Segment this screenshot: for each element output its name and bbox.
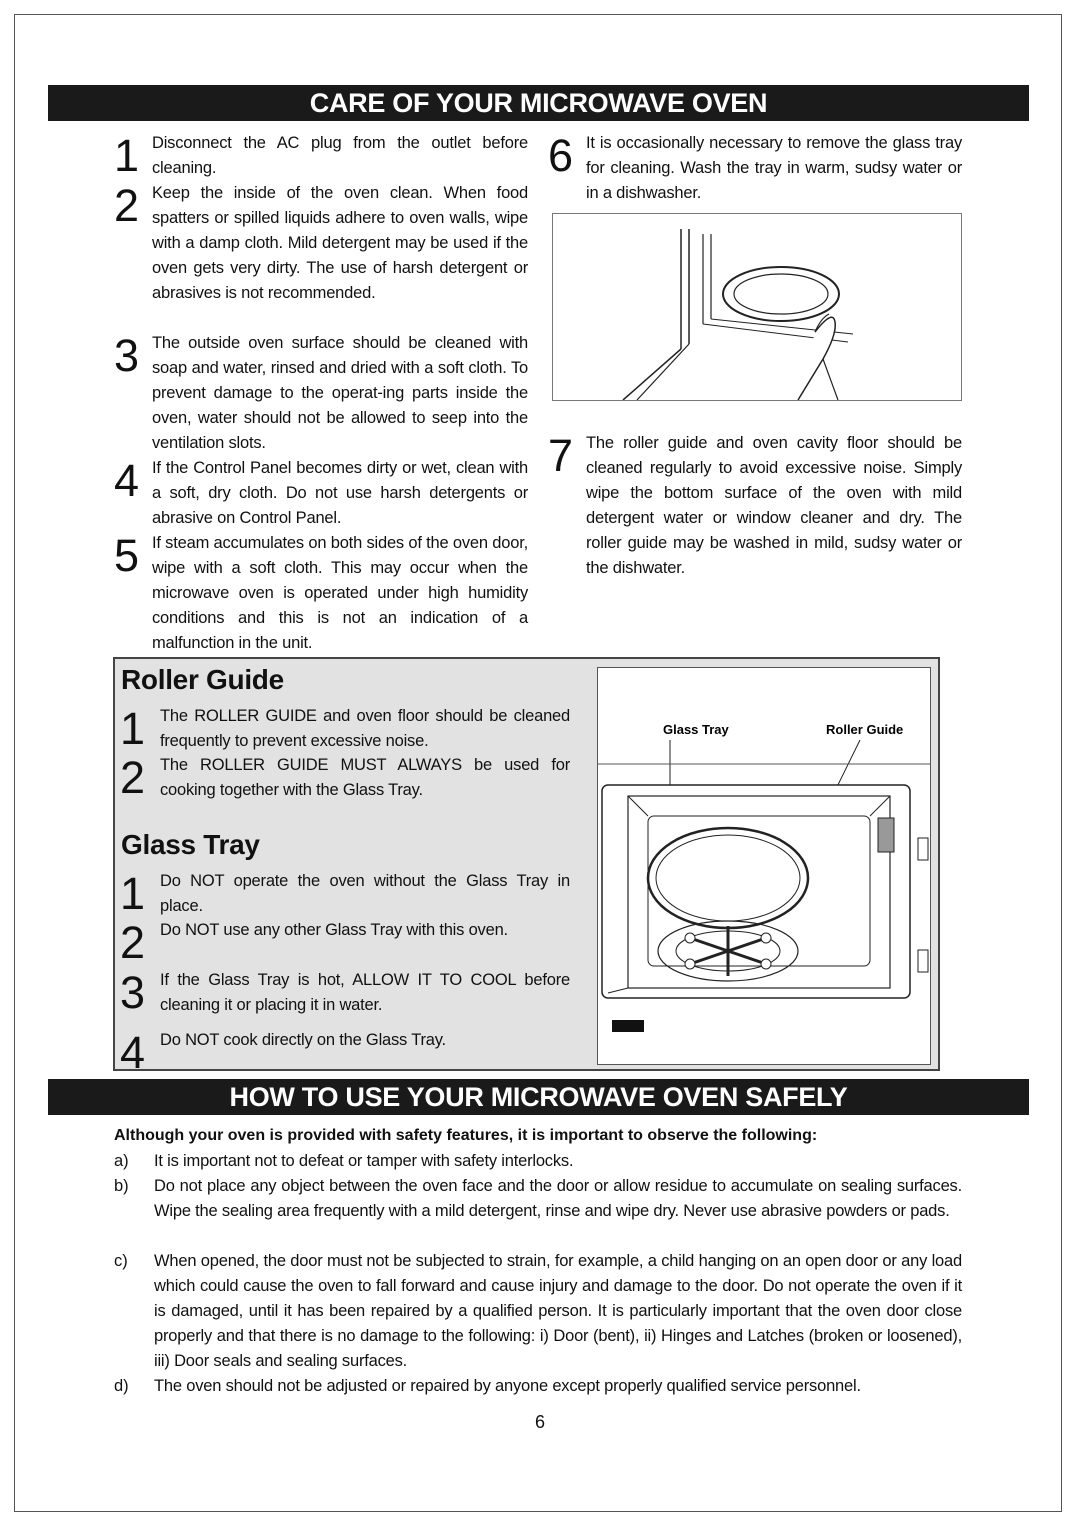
safety-item-c bbox=[114, 1249, 962, 1374]
care-item-4 bbox=[114, 456, 528, 531]
care-item-text: It is occasionally necessary to remove the glass tray for cleaning. Wash the tray in warm, sudsy water or in a dishwasher. bbox=[586, 134, 962, 202]
roller-guide-item-2 bbox=[120, 753, 570, 803]
glass-item-number: 2 bbox=[120, 917, 146, 968]
oven-interior-diagram bbox=[597, 667, 931, 1065]
roller-guide-item-1 bbox=[120, 704, 570, 754]
glass-item-text: Do NOT cook directly on the Glass Tray. bbox=[160, 1031, 446, 1049]
roller-item-text: The ROLLER GUIDE MUST ALWAYS be used for cooking together with the Glass Tray. bbox=[160, 756, 570, 799]
care-item-5 bbox=[114, 531, 528, 656]
roller-item-text: The ROLLER GUIDE and oven floor should be cleaned frequently to prevent excessive noise. bbox=[160, 707, 570, 750]
safety-item-a bbox=[114, 1149, 962, 1174]
safety-item-text: When opened, the door must not be subjected to strain, for example, a child hanging on an open door or any load which could cause the oven to fall forward and cause injury and damage to the door. Do not operate the oven if it is damaged, until it has been repaired by a qualified person. It is particularly important that the oven door close properly and that there is no damage to the following: i) Door (bent), ii) Hinges and Latches (broken or loosened), iii) Door seals and sealing surfaces. bbox=[154, 1252, 962, 1370]
safety-item-label: c) bbox=[114, 1252, 128, 1270]
care-item-text: The outside oven surface should be cleaned with soap and water, rinsed and dried with a soft cloth. To prevent damage to the operat-ing parts inside the oven, water should not be allowed to seep into the ventilation slots. bbox=[152, 334, 528, 452]
care-item-3 bbox=[114, 331, 528, 456]
care-item-text: The roller guide and oven cavity floor should be cleaned regularly to avoid excessive noise. Simply wipe the bottom surface of the oven with mild detergent water or window cleaner and dry. The roller guide may be washed in mild, sudsy water or the dishwater. bbox=[586, 434, 962, 577]
tray-removal-drawing bbox=[553, 214, 961, 400]
glass-item-text: Do NOT use any other Glass Tray with this oven. bbox=[160, 921, 508, 939]
care-item-number: 6 bbox=[548, 130, 574, 181]
care-item-number: 1 bbox=[114, 130, 140, 181]
safety-item-label: a) bbox=[114, 1152, 129, 1170]
care-item-number: 2 bbox=[114, 180, 140, 231]
safety-item-d bbox=[114, 1374, 962, 1399]
safety-item-text: The oven should not be adjusted or repaired by anyone except properly qualified service personnel. bbox=[154, 1377, 861, 1395]
glass-tray-item-2 bbox=[120, 917, 570, 968]
safety-item-text: Do not place any object between the oven face and the door or allow residue to accumulate on sealing surfaces. Wipe the sealing area frequently with a mild detergent, rinse and wipe dry. Never use abrasive powders or pads. bbox=[154, 1177, 962, 1220]
care-item-text: Keep the inside of the oven clean. When food spatters or spilled liquids adhere to oven walls, wipe with a damp cloth. Mild detergent may be used if the oven gets very dirty. The use of harsh detergent or abrasives is not recommended. bbox=[152, 184, 528, 302]
safety-item-b bbox=[114, 1174, 962, 1224]
care-item-6 bbox=[548, 131, 962, 206]
safety-title-banner: HOW TO USE YOUR MICROWAVE OVEN SAFELY bbox=[48, 1079, 1029, 1115]
glass-item-number: 1 bbox=[120, 868, 146, 919]
page-number: 6 bbox=[534, 1412, 545, 1432]
safety-intro: Although your oven is provided with safety features, it is important to observe the following: bbox=[114, 1127, 818, 1144]
roller-guide-heading: Roller Guide bbox=[121, 664, 284, 695]
glass-tray-removal-illustration bbox=[552, 213, 962, 401]
glass-tray-heading: Glass Tray bbox=[121, 829, 260, 860]
glass-item-text: Do NOT operate the oven without the Glass Tray in place. bbox=[160, 872, 570, 915]
care-item-number: 7 bbox=[548, 430, 574, 481]
roller-item-number: 2 bbox=[120, 752, 146, 803]
care-item-text: Disconnect the AC plug from the outlet before cleaning. bbox=[152, 134, 528, 177]
care-title-banner: CARE OF YOUR MICROWAVE OVEN bbox=[48, 85, 1029, 121]
glass-tray-item-4 bbox=[120, 1027, 570, 1078]
roller-item-number: 1 bbox=[120, 703, 146, 754]
glass-item-text: If the Glass Tray is hot, ALLOW IT TO COOL before cleaning it or placing it in water. bbox=[160, 971, 570, 1014]
care-item-1 bbox=[114, 131, 528, 181]
care-item-number: 5 bbox=[114, 530, 140, 581]
roller-guide-label: Roller Guide bbox=[826, 722, 904, 737]
glass-tray-item-1 bbox=[120, 869, 570, 919]
oven-diagram-drawing bbox=[598, 668, 930, 1064]
care-item-text: If the Control Panel becomes dirty or wet, clean with a soft, dry cloth. Do not use harsh detergents or abrasive on Control Panel. bbox=[152, 459, 528, 527]
glass-tray-label: Glass Tray bbox=[663, 722, 729, 737]
safety-item-label: d) bbox=[114, 1377, 129, 1395]
care-item-number: 4 bbox=[114, 455, 140, 506]
glass-item-number: 3 bbox=[120, 967, 146, 1018]
care-item-7 bbox=[548, 431, 962, 581]
glass-tray-item-3 bbox=[120, 968, 570, 1018]
glass-item-number: 4 bbox=[120, 1027, 146, 1078]
safety-item-label: b) bbox=[114, 1177, 129, 1195]
care-item-2 bbox=[114, 181, 528, 306]
safety-item-text: It is important not to defeat or tamper with safety interlocks. bbox=[154, 1152, 574, 1170]
care-item-number: 3 bbox=[114, 330, 140, 381]
care-item-text: If steam accumulates on both sides of the oven door, wipe with a soft cloth. This may occur when the microwave oven is operated under high humidity conditions and this is not an indication of a malfunction in the unit. bbox=[152, 534, 528, 652]
